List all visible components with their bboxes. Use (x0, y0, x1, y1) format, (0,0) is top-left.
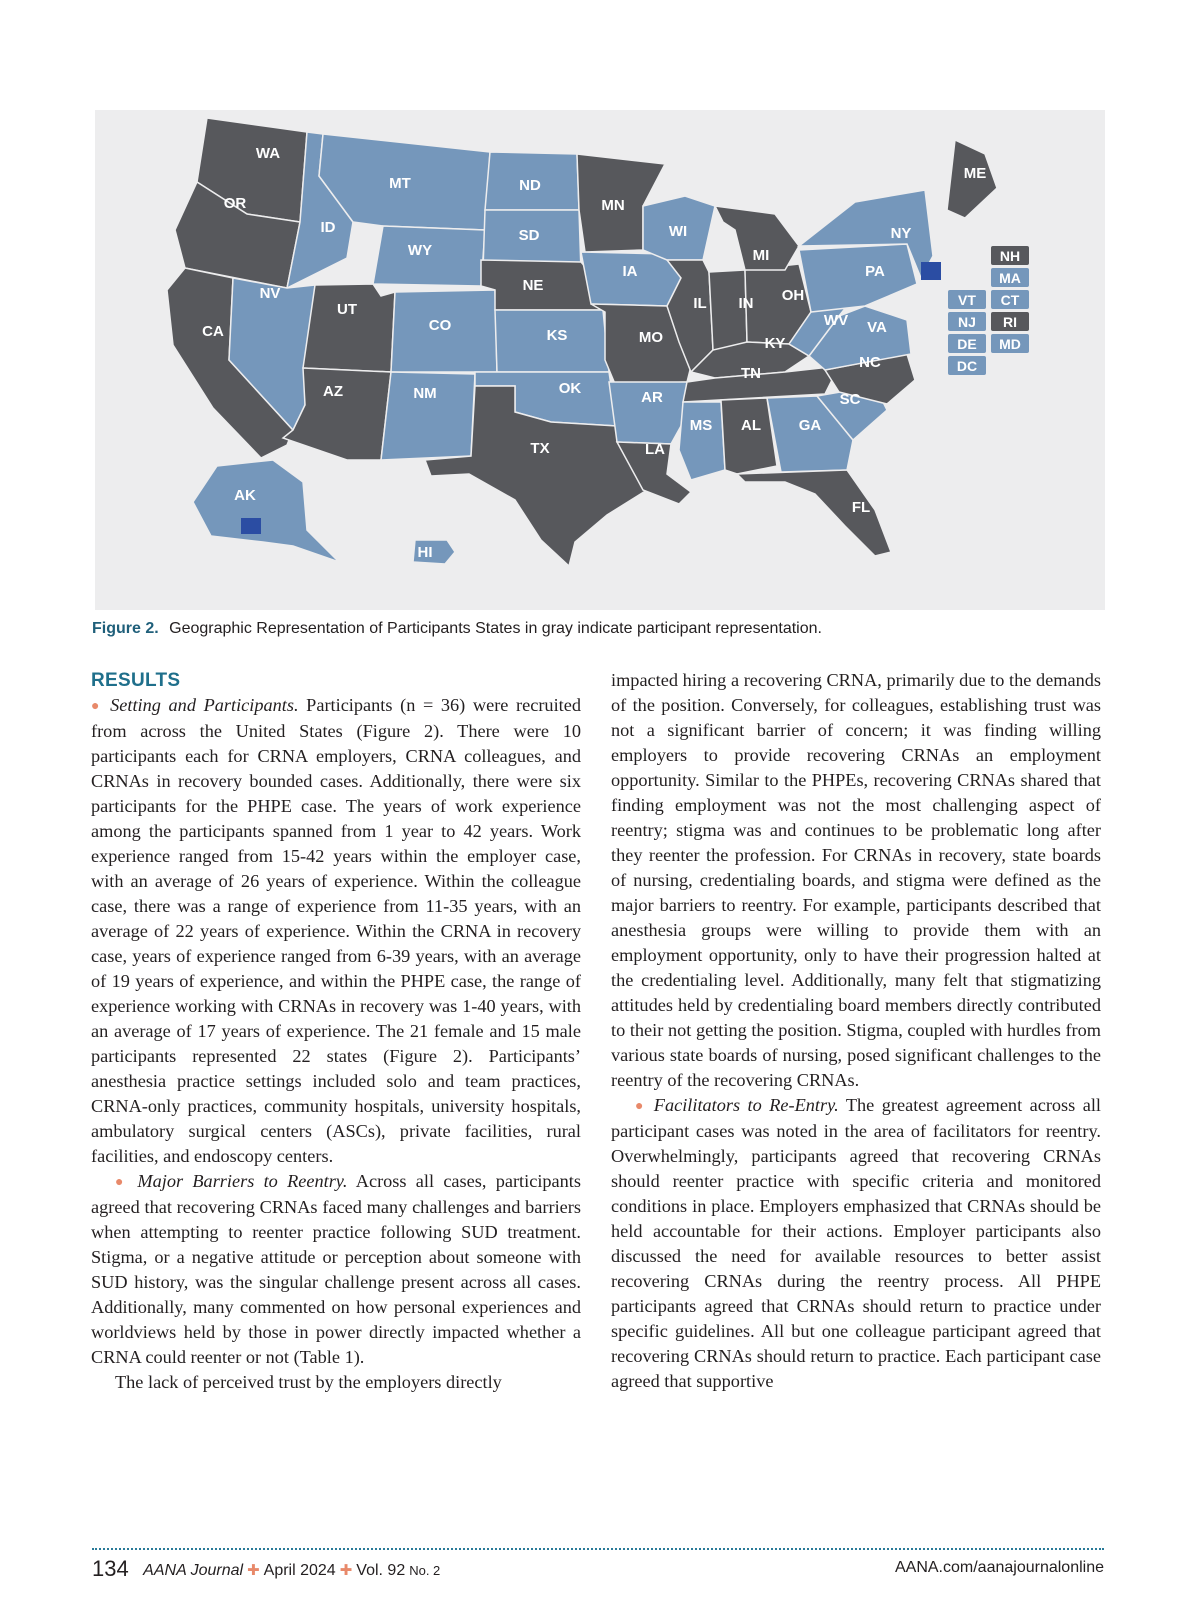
small-state-key-nj (948, 312, 986, 331)
small-state-key-de (948, 334, 986, 353)
state-label-il: IL (693, 295, 707, 312)
run-in-heading-barriers: Major Barriers to Reentry. (137, 1171, 348, 1191)
small-state-label: VT (958, 292, 976, 308)
small-state-label: NH (999, 248, 1021, 264)
state-label-ar: AR (641, 389, 663, 406)
state-label-wa: WA (255, 145, 281, 162)
paragraph-trust-continued: impacted hiring a recovering CRNA, primarily due to the demands of the position. Conversely, for colleagues, establishing trust was not a significant barrier of concern; it was finding willing employers to provide recovering CRNAs an employment opportunity. Similar to the PHPEs, recovering CRNAs shared that finding employment was not the most challenging aspect of reentry; stigma was and continues to be problematic long after they reenter the profession. For CRNAs in recovery, state boards of nursing, credentialing boards, and stigma were defined as the major barriers to reentry. For example, participants described that anesthesia groups were willing to provide them with an employment opportunity, only to have their progression halted at the credentialing level. Additionally, many felt that stigmatizing attitudes held by credentialing board members directly contributed to their not getting the position. Stigma, coupled with hurdles from various state boards of nursing, posed significant challenges to the reentry of the recovering CRNAs. (611, 670, 1101, 1090)
paragraph-text-barriers: Across all cases, participants agreed that recovering CRNAs faced many challenges and barriers when attempting to reenter practice following SUD treatment. Stigma, or a negative attitude or perception about someone with SUD history, was the singular challenge present across all cases. Additionally, many commented on how personal experiences and worldviews held by those in power directly impacted whether a CRNA could reenter or not (Table 1). (91, 1171, 581, 1367)
state-label-ks: KS (546, 327, 568, 344)
state-label-la: LA (645, 441, 665, 458)
small-state-label: DC (956, 358, 978, 374)
state-label-az: AZ (323, 383, 343, 400)
participant-marker-alaska (241, 518, 261, 534)
state-label-wi: WI (668, 223, 688, 240)
paragraph-trust-start: The lack of perceived trust by the employers directly (115, 1372, 502, 1392)
small-state-label: MD (999, 336, 1021, 352)
bullet-icon: ● (635, 1099, 647, 1114)
issue-number: No. 2 (409, 1563, 441, 1578)
small-state-key-dc (948, 356, 986, 375)
state-label-fl: FL (851, 499, 871, 516)
participant-marker-northeast (921, 262, 941, 280)
figure-caption-text: Geographic Representation of Participants States in gray indicate participant representation. (169, 620, 822, 637)
us-states-map (95, 110, 1105, 610)
small-state-label: RI (1003, 314, 1017, 330)
page-footer (92, 1556, 1104, 1586)
state-label-ca: CA (202, 323, 224, 340)
right-column (611, 668, 1101, 1394)
state-label-tx: TX (530, 440, 550, 457)
small-state-key-ct (991, 290, 1029, 309)
state-label-va: VA (867, 319, 887, 336)
state-label-nv: NV (259, 285, 281, 302)
state-label-ia: IA (622, 263, 638, 280)
footer-divider (92, 1548, 1104, 1550)
section-heading-results: RESULTS (91, 670, 181, 691)
paragraph-setting-participants (91, 693, 581, 1169)
left-column (91, 668, 581, 1395)
small-state-label: NJ (958, 314, 976, 330)
figure-caption (92, 620, 1112, 638)
paragraph-text-setting: Participants (n = 36) were recruited from across the United States (Figure 2). There were 10 participants each for CRNA employers, CRNA colleagues, and CRNAs in recovery bounded cases. Additionally, there were six participants for the PHPE case. The years of work experience among the participants spanned from 1 year to 42 years. Work experience ranged from 15-42 years within the employer case, with an average of 26 years of experience. Within the colleague case, there was a range of experience from 11-35 years, with an average of 22 years of experience. Within the CRNA in recovery case, years of experience ranged from 6-39 years, with an average of 19 years of experience, and within the PHPE case, the range of experience working with CRNAs in recovery was 1-40 years, with an average of 17 years of experience. The 21 female and 15 male participants represented 22 states (Figure 2). Participants’ anesthesia practice settings included solo and team practices, CRNA-only practices, community hospitals, university hospitals, ambulatory surgical centers (ASCs), private facilities, rural facilities, and endoscopy centers. (91, 695, 581, 1166)
state-label-pa: PA (865, 263, 885, 280)
state-label-wv: WV (823, 312, 849, 329)
state-label-sc: SC (839, 391, 861, 408)
state-in (709, 270, 747, 354)
paragraph-major-barriers (91, 1169, 581, 1370)
plus-separator-icon: ✚ (339, 1562, 353, 1579)
journal-name: AANA Journal (143, 1562, 244, 1579)
plus-separator-icon: ✚ (247, 1562, 260, 1579)
bullet-icon: ● (91, 699, 103, 714)
small-state-key-nh (991, 246, 1029, 265)
state-label-ny: NY (890, 225, 912, 242)
state-label-mn: MN (601, 197, 625, 214)
state-label-id: ID (320, 219, 336, 236)
state-ut (303, 284, 395, 372)
state-label-nm: NM (413, 385, 437, 402)
small-state-label: MA (999, 270, 1021, 286)
small-state-key-vt (948, 290, 986, 309)
run-in-heading-setting: Setting and Participants. (110, 695, 299, 715)
small-state-key-ri (991, 312, 1029, 331)
volume: Vol. 92 (356, 1562, 406, 1579)
bullet-icon: ● (115, 1175, 129, 1190)
state-label-ak: AK (234, 487, 256, 504)
state-label-oh: OH (781, 287, 805, 304)
run-in-heading-facilitators: Facilitators to Re-Entry. (653, 1095, 839, 1115)
state-label-mo: MO (638, 329, 664, 346)
figure-2-map (95, 110, 1105, 610)
state-label-tn: TN (741, 365, 761, 382)
state-label-mi: MI (752, 247, 770, 264)
state-label-al: AL (741, 417, 761, 434)
state-label-in: IN (738, 295, 754, 312)
state-label-nc: NC (859, 354, 881, 371)
paragraph-text-facilitators: The greatest agreement across all participant cases was noted in the area of facilitators for reentry. Overwhelmingly, participants agreed that recovering CRNAs should reenter practice with specific criteria and monitored conditions in place. Employers emphasized that CRNAs should be held accountable for their actions. Employer participants also discussed the need for available resources to better assist recovering CRNAs during the reentry process. All PHPE participants agreed that CRNAs should return to practice under specific guidelines. All but one colleague participant agreed that recovering CRNAs should return to practice. Each participant case agreed that supportive (611, 1095, 1101, 1391)
state-ms (679, 402, 725, 480)
state-label-ms: MS (689, 417, 713, 434)
figure-label: Figure 2. (92, 620, 159, 637)
state-label-wy: WY (407, 242, 433, 259)
state-label-sd: SD (518, 227, 540, 244)
state-label-ut: UT (337, 301, 357, 318)
state-label-ne: NE (522, 277, 544, 294)
state-label-ok: OK (558, 380, 582, 397)
small-state-key-ma (991, 268, 1029, 287)
issue-date: April 2024 (263, 1562, 336, 1579)
page-number: 134 (92, 1556, 129, 1581)
journal-url: AANA.com/aanajournalonline (894, 1559, 1104, 1576)
state-label-co: CO (428, 317, 452, 334)
small-state-label: CT (1000, 292, 1020, 308)
small-state-key-md (991, 334, 1029, 353)
state-label-hi: HI (417, 544, 433, 561)
state-label-ga: GA (798, 417, 822, 434)
state-label-me: ME (963, 165, 987, 182)
state-label-ky: KY (764, 335, 786, 352)
small-state-label: DE (957, 336, 977, 352)
paragraph-facilitators (611, 1093, 1101, 1394)
state-label-mt: MT (389, 175, 411, 192)
state-label-nd: ND (519, 177, 541, 194)
state-label-or: OR (223, 195, 247, 212)
